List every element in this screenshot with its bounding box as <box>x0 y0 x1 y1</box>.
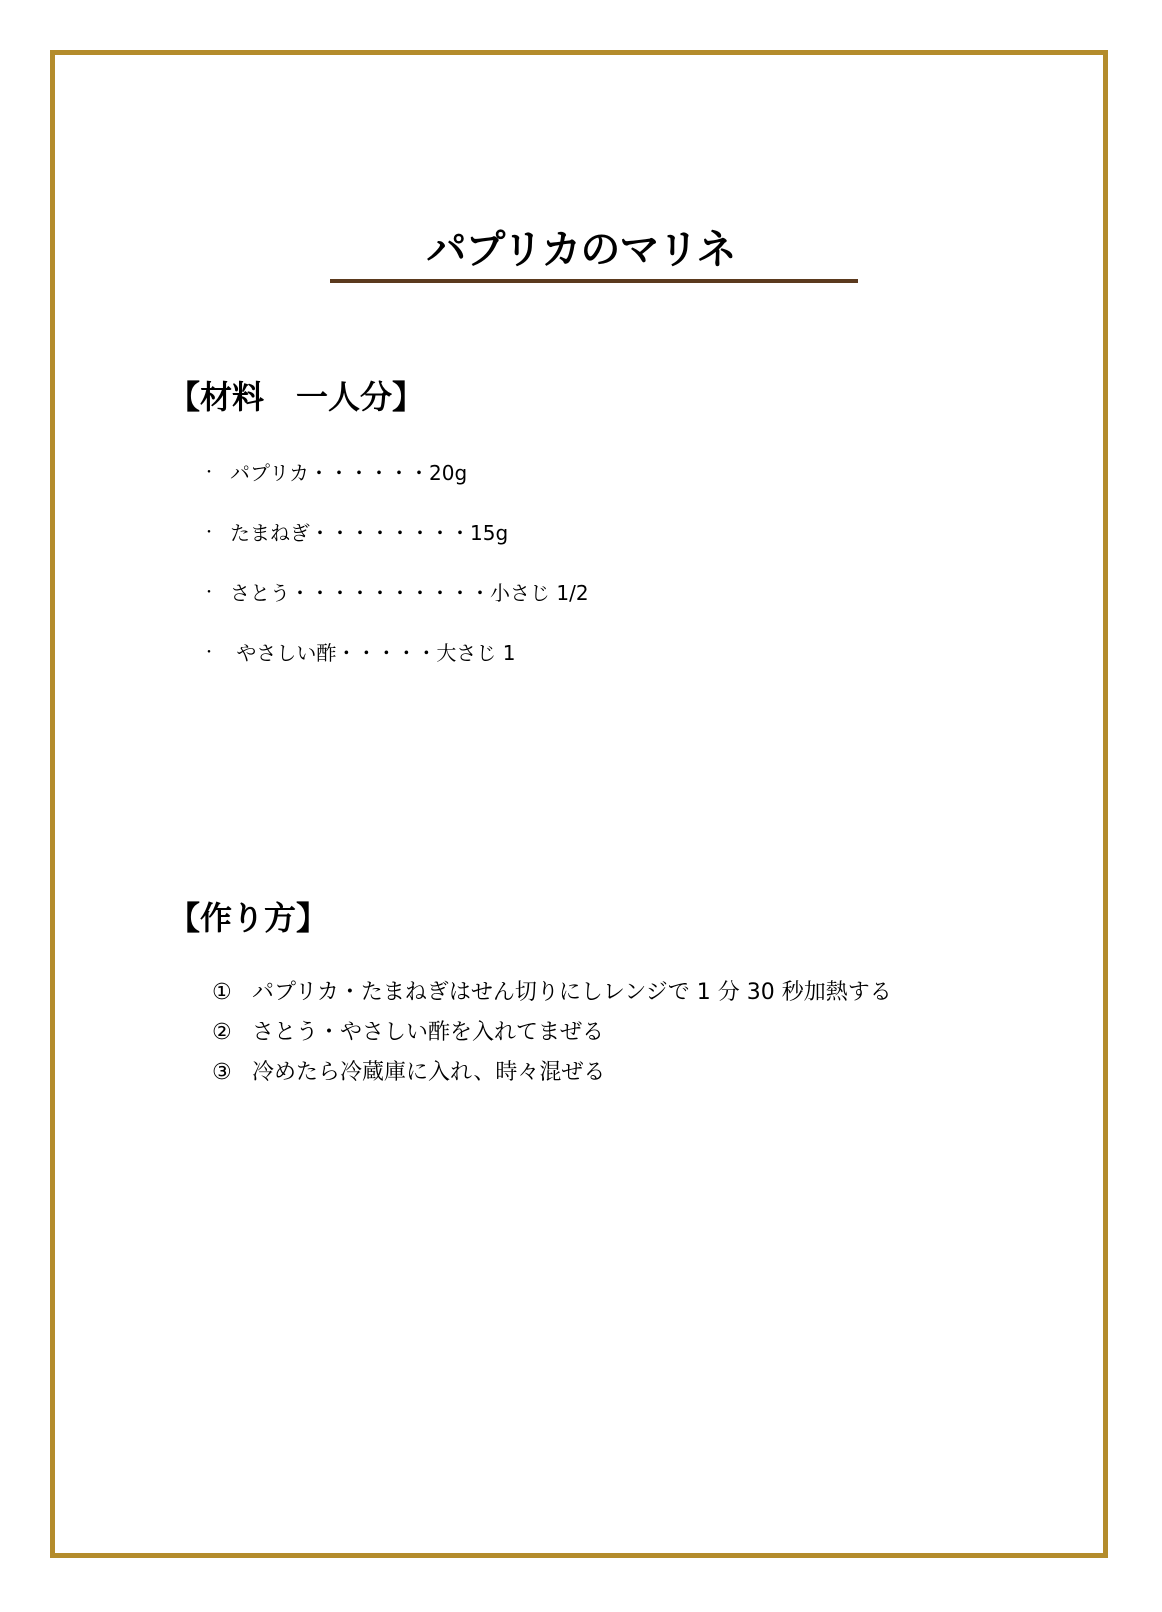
ingredient-text: パプリカ・・・・・・20g <box>230 461 468 485</box>
step-text: パプリカ・たまねぎはせん切りにしレンジで 1 分 30 秒加熱する <box>252 980 892 1005</box>
page-frame <box>50 50 1108 1558</box>
step-item <box>212 1058 892 1098</box>
ingredient-item <box>202 580 589 640</box>
step-number: ② <box>212 1020 232 1045</box>
ingredient-text: やさしい酢・・・・・大さじ 1 <box>230 641 516 665</box>
recipe-title: パプリカのマリネ <box>426 227 736 273</box>
ingredient-text: さとう・・・・・・・・・・小さじ 1/2 <box>230 581 589 605</box>
step-list <box>212 978 892 1098</box>
step-item <box>212 978 892 1018</box>
method-heading: 【作り方】 <box>168 899 329 937</box>
step-text: 冷めたら冷蔵庫に入れ、時々混ぜる <box>252 1060 606 1085</box>
bullet: ・ <box>202 645 216 661</box>
ingredient-item <box>202 520 589 580</box>
ingredient-text: たまねぎ・・・・・・・・15g <box>230 521 509 545</box>
title-underline <box>330 279 858 283</box>
bullet: ・ <box>202 465 216 481</box>
bullet: ・ <box>202 585 216 601</box>
step-item <box>212 1018 892 1058</box>
ingredient-list <box>202 460 589 700</box>
bullet: ・ <box>202 525 216 541</box>
step-text: さとう・やさしい酢を入れてまぜる <box>252 1020 605 1045</box>
ingredient-item <box>202 640 589 700</box>
step-number: ① <box>212 980 232 1005</box>
step-number: ③ <box>212 1060 232 1085</box>
ingredients-heading: 【材料 一人分】 <box>168 378 425 416</box>
ingredient-item <box>202 460 589 520</box>
